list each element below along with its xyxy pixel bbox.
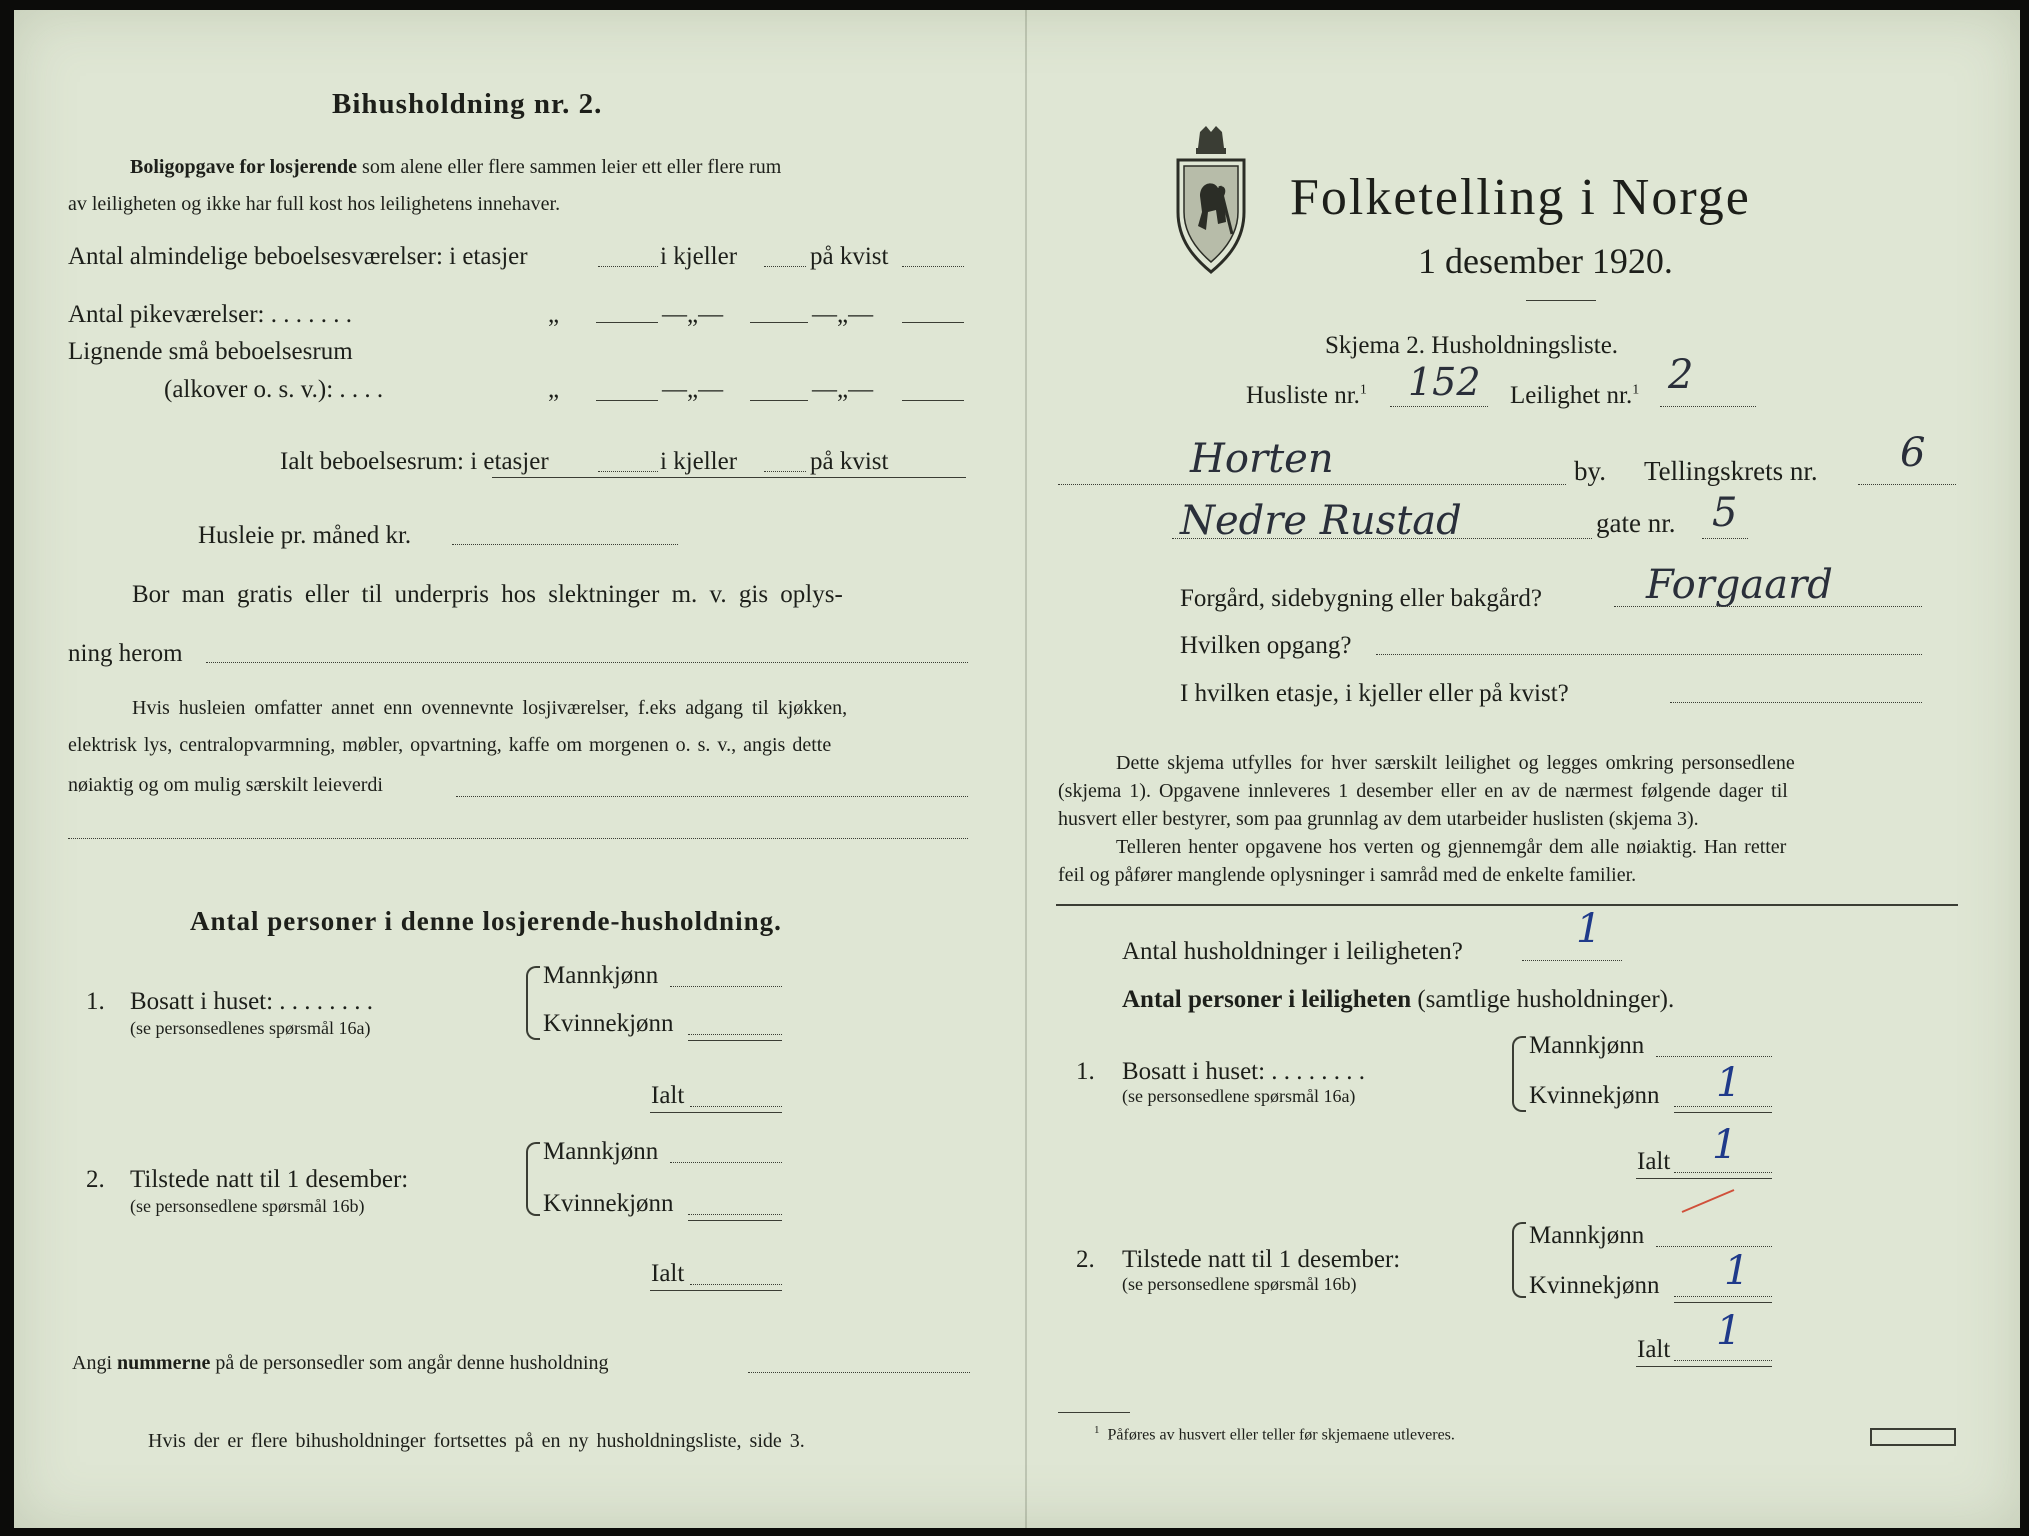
pike-ditto-3: —„— — [812, 301, 874, 328]
forgaard-label: Forgård, sidebygning eller bakgård? — [1180, 585, 1542, 612]
footnote-text: Påføres av husvert eller teller før skjemaene utleveres. — [1107, 1426, 1455, 1444]
info-divider — [1056, 904, 1958, 906]
leieverdi-field[interactable] — [456, 796, 968, 797]
printer-stamp — [1870, 1428, 1956, 1446]
left-q2-mann-field[interactable] — [670, 1162, 782, 1163]
alkover-ditto-3: —„— — [812, 376, 874, 403]
left-q1-label: Bosatt i huset: . . . . . . . . — [130, 988, 374, 1015]
title-divider — [1526, 300, 1596, 301]
alkover-field-1[interactable] — [596, 400, 658, 401]
husliste-field[interactable] — [1390, 406, 1488, 407]
alkover-field-3[interactable] — [902, 400, 964, 401]
right-q1-brace — [1512, 1036, 1526, 1112]
leieverdi-field-2[interactable] — [68, 838, 968, 839]
hvis-line-2: elektrisk lys, centralopvarmning, møbler, opvartning, kaffe om morgenen o. s. v., angis dette — [68, 734, 832, 756]
forgaard-field[interactable] — [1614, 606, 1922, 607]
left-q1-ialt-underline — [650, 1112, 782, 1113]
right-q2-ialt-label: Ialt — [1637, 1336, 1671, 1363]
pike-ditto-2: —„— — [662, 301, 724, 328]
ialt-rooms-label: Ialt beboelsesrum: i etasjer — [280, 448, 549, 475]
right-q1-mann-field[interactable] — [1656, 1056, 1772, 1057]
pike-field-2[interactable] — [750, 322, 808, 323]
right-q1-num: 1. — [1076, 1058, 1095, 1085]
etasje-label: I hvilken etasje, i kjeller eller på kvist? — [1180, 680, 1569, 707]
ialt-underline — [492, 477, 966, 478]
left-footer: Hvis der er flere bihusholdninger fortsettes på en ny husholdningsliste, side 3. — [148, 1430, 805, 1452]
krets-value[interactable]: 6 — [1900, 430, 1926, 476]
left-q1-mann-label: Mannkjønn — [543, 962, 659, 989]
intro-line-2: av leiligheten og ikke har full kost hos leilighetens innehaver. — [68, 193, 561, 215]
husliste-footnote-mark: 1 — [1359, 382, 1367, 398]
persons-rest: (samtlige husholdninger). — [1417, 986, 1675, 1013]
husliste-value[interactable]: 152 — [1408, 360, 1481, 404]
left-q2-sum-line — [688, 1220, 782, 1221]
husholdninger-value[interactable]: 1 — [1576, 906, 1602, 952]
smaa-label: Lignende små beboelsesrum — [68, 338, 353, 365]
right-q1-kvinne-label: Kvinnekjønn — [1529, 1082, 1660, 1109]
right-q1-ialt-field[interactable] — [1674, 1172, 1772, 1173]
gate-label: gate nr. — [1596, 508, 1676, 538]
right-q2-label: Tilstede natt til 1 desember: — [1122, 1246, 1401, 1273]
rooms-kjeller-field[interactable] — [764, 266, 806, 267]
right-q2-brace — [1512, 1222, 1526, 1298]
left-q2-ialt-label: Ialt — [651, 1260, 685, 1287]
ialt-kjeller-label: i kjeller — [660, 448, 738, 475]
rooms-kvist-label: på kvist — [810, 243, 889, 270]
krets-field[interactable] — [1858, 484, 1956, 485]
pike-ditto-1: „ — [548, 301, 560, 328]
left-q1-sum-line — [688, 1040, 782, 1041]
right-q2-mann-label: Mannkjønn — [1529, 1222, 1645, 1249]
hvis-line-1: Hvis husleien omfatter annet enn ovennevnte losjiværelser, f.eks adgang til kjøkken, — [132, 697, 848, 719]
ialt-etasjer-field[interactable] — [598, 471, 658, 472]
leilighet-value[interactable]: 2 — [1668, 352, 1694, 398]
info-line-3: husvert eller bestyrer, som paa grunnlag av dem utarbeider huslisten (skjema 3). — [1058, 808, 1699, 830]
etasje-field[interactable] — [1670, 702, 1922, 703]
gratis-line-1: Bor man gratis eller til underpris hos slektninger m. v. gis oplys- — [132, 581, 843, 608]
gate-value[interactable]: 5 — [1712, 490, 1738, 536]
info-line-4: Telleren henter opgavene hos verten og gjennemgår dem alle nøiaktig. Han retter — [1116, 836, 1787, 858]
husholdninger-field[interactable] — [1522, 960, 1622, 961]
left-q1-kvinne-field[interactable] — [688, 1034, 782, 1035]
angi-bold: nummerne — [117, 1352, 211, 1374]
left-heading: Bihusholdning nr. 2. — [332, 88, 603, 120]
left-q1-ialt-field[interactable] — [690, 1106, 782, 1107]
leilighet-footnote-mark: 1 — [1632, 382, 1640, 398]
persons-bold: Antal personer i leiligheten — [1122, 986, 1412, 1013]
footnote-mark: 1 — [1094, 1424, 1100, 1436]
right-q2-sum-line — [1674, 1302, 1772, 1303]
rooms-kvist-field[interactable] — [902, 266, 964, 267]
left-q2-num: 2. — [86, 1166, 105, 1193]
pike-label: Antal pikeværelser: . . . . . . . — [68, 301, 352, 328]
right-q2-kvinne-value[interactable]: 1 — [1724, 1248, 1750, 1294]
right-q2-ialt-value[interactable]: 1 — [1716, 1308, 1742, 1354]
skjema-label: Skjema 2. Husholdningsliste. — [1325, 332, 1619, 359]
left-q2-kvinne-label: Kvinnekjønn — [543, 1190, 674, 1217]
form-title: Folketelling i Norge — [1290, 169, 1751, 226]
footnote-divider — [1058, 1412, 1130, 1413]
right-q1-ialt-underline — [1636, 1178, 1772, 1179]
left-q2-label: Tilstede natt til 1 desember: — [130, 1166, 409, 1193]
right-q2-mann-field[interactable] — [1656, 1246, 1772, 1247]
angi-word: Angi — [72, 1352, 112, 1374]
left-q2-ialt-field[interactable] — [690, 1284, 782, 1285]
left-persons-heading: Antal personer i denne losjerende-husholdning. — [190, 906, 782, 936]
norway-coat-of-arms-icon — [1170, 126, 1252, 276]
forgaard-value[interactable]: Forgaard — [1646, 562, 1833, 608]
street-value[interactable]: Nedre Rustad — [1180, 498, 1462, 544]
rooms-label: Antal almindelige beboelsesværelser: i etasjer — [68, 243, 528, 270]
husliste-label — [1246, 382, 1367, 410]
info-line-5: feil og påfører manglende oplysninger i samråd med de enkelte familier. — [1058, 864, 1637, 886]
alkover-label: (alkover o. s. v.): . . . . — [164, 376, 384, 403]
left-q1-num: 1. — [86, 988, 105, 1015]
right-q2-kvinne-label: Kvinnekjønn — [1529, 1272, 1660, 1299]
hvis-line-3: nøiaktig og om mulig særskilt leieverdi — [68, 774, 383, 796]
gate-field[interactable] — [1702, 538, 1748, 539]
right-q2-ialt-underline — [1636, 1366, 1772, 1367]
intro-rest: som alene eller flere sammen leier ett eller flere rum — [362, 156, 782, 178]
red-check-mark-icon — [1678, 1186, 1738, 1216]
left-q2-mann-label: Mannkjønn — [543, 1138, 659, 1165]
angi-line — [72, 1352, 609, 1375]
right-q1-kvinne-value[interactable]: 1 — [1716, 1060, 1742, 1106]
right-persons-heading — [1122, 986, 1674, 1014]
info-line-1: Dette skjema utfylles for hver særskilt leilighet og legges omkring personsedlene — [1116, 752, 1795, 774]
right-q2-sub: (se personsedlene spørsmål 16b) — [1122, 1274, 1357, 1294]
alkover-field-2[interactable] — [750, 400, 808, 401]
city-value[interactable]: Horten — [1190, 436, 1334, 482]
intro-line-1 — [130, 156, 781, 179]
right-q1-ialt-value[interactable]: 1 — [1712, 1122, 1738, 1168]
right-q2-kvinne-field[interactable] — [1674, 1296, 1772, 1297]
husleie-field[interactable] — [452, 544, 678, 545]
husholdninger-label: Antal husholdninger i leiligheten? — [1122, 938, 1463, 965]
leilighet-label-text: Leilighet nr. — [1510, 382, 1633, 409]
right-q1-ialt-label: Ialt — [1637, 1148, 1671, 1175]
right-q1-mann-label: Mannkjønn — [1529, 1032, 1645, 1059]
opgang-label: Hvilken opgang? — [1180, 632, 1352, 659]
left-q2-brace — [526, 1142, 540, 1216]
street-field[interactable] — [1172, 538, 1592, 539]
alkover-ditto-2: —„— — [662, 376, 724, 403]
page-fold — [1025, 10, 1027, 1528]
husleie-label: Husleie pr. måned kr. — [198, 522, 412, 549]
left-q2-ialt-underline — [650, 1290, 782, 1291]
form-date: 1 desember 1920. — [1418, 241, 1673, 281]
gratis-line-2: ning herom — [68, 640, 183, 667]
ialt-kvist-label: på kvist — [810, 448, 889, 475]
rooms-kjeller-label: i kjeller — [660, 243, 738, 270]
krets-label: Tellingskrets nr. — [1644, 456, 1818, 486]
opgang-field[interactable] — [1376, 654, 1922, 655]
alkover-ditto-1: „ — [548, 376, 560, 403]
gratis-field[interactable] — [206, 662, 968, 663]
left-q1-ialt-label: Ialt — [651, 1082, 685, 1109]
pike-field-3[interactable] — [902, 322, 964, 323]
husliste-label-text: Husliste nr. — [1246, 382, 1360, 409]
right-q1-sub: (se personsedlene spørsmål 16a) — [1122, 1086, 1356, 1106]
leilighet-field[interactable] — [1660, 406, 1756, 407]
city-field[interactable] — [1058, 484, 1566, 485]
pike-field-1[interactable] — [596, 322, 658, 323]
leilighet-label — [1510, 382, 1639, 410]
right-q2-ialt-field[interactable] — [1674, 1360, 1772, 1361]
right-q2-num: 2. — [1076, 1246, 1095, 1273]
left-q1-brace — [526, 966, 540, 1040]
ialt-kjeller-field[interactable] — [764, 471, 806, 472]
info-line-2: (skjema 1). Opgavene innleveres 1 desember eller en av de nærmest følgende dager til — [1058, 780, 1788, 802]
right-q1-label: Bosatt i huset: . . . . . . . . — [1122, 1058, 1366, 1085]
left-q2-kvinne-field[interactable] — [688, 1214, 782, 1215]
intro-bold: Boligopgave for losjerende — [130, 156, 358, 178]
angi-field[interactable] — [748, 1372, 970, 1373]
right-q1-kvinne-field[interactable] — [1674, 1106, 1772, 1107]
right-q1-sum-line — [1674, 1112, 1772, 1113]
angi-rest: på de personsedler som angår denne husholdning — [215, 1352, 609, 1374]
rooms-etasjer-field[interactable] — [598, 266, 658, 267]
by-label: by. — [1574, 456, 1606, 486]
left-q1-sub: (se personsedlenes spørsmål 16a) — [130, 1018, 371, 1038]
left-q2-sub: (se personsedlene spørsmål 16b) — [130, 1196, 365, 1216]
left-q1-mann-field[interactable] — [670, 986, 782, 987]
left-q1-kvinne-label: Kvinnekjønn — [543, 1010, 674, 1037]
right-footnote — [1094, 1424, 1455, 1444]
